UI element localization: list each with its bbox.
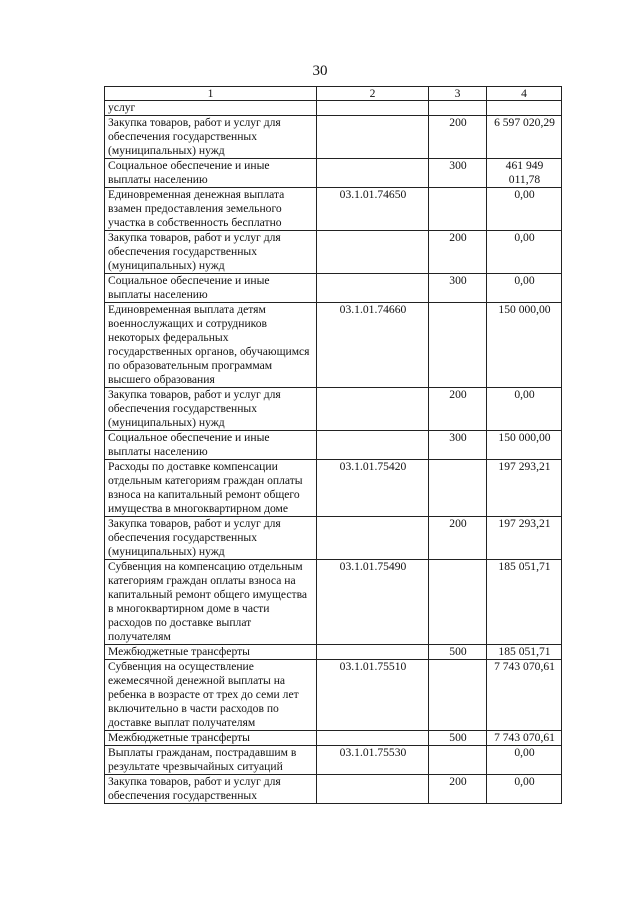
expense-name-cell: услуг (105, 101, 317, 116)
target-code-cell (317, 159, 429, 188)
expense-name-cell: Закупка товаров, работ и услуг для обеспечения государственных (муниципальных) нужд (105, 388, 317, 431)
table-row (105, 303, 562, 388)
amount-cell: 197 293,21 (487, 460, 562, 517)
amount-cell: 0,00 (487, 775, 562, 804)
column-header: 4 (487, 87, 562, 101)
table-row (105, 388, 562, 431)
amount-cell: 7 743 070,61 (487, 731, 562, 746)
expense-name-cell: Межбюджетные трансферты (105, 731, 317, 746)
table-row (105, 188, 562, 231)
table-row (105, 645, 562, 660)
expense-type-cell (429, 188, 487, 231)
expense-name-cell: Единовременная денежная выплата взамен предоставления земельного участка в собственность бесплатно (105, 188, 317, 231)
target-code-cell (317, 775, 429, 804)
expense-type-cell: 300 (429, 274, 487, 303)
expense-type-cell: 300 (429, 431, 487, 460)
table-row (105, 116, 562, 159)
expense-type-cell (429, 101, 487, 116)
expense-name-cell: Межбюджетные трансферты (105, 645, 317, 660)
expense-type-cell (429, 746, 487, 775)
amount-cell: 185 051,71 (487, 560, 562, 645)
target-code-cell: 03.1.01.75510 (317, 660, 429, 731)
amount-cell: 0,00 (487, 274, 562, 303)
page-number: 30 (312, 63, 328, 79)
target-code-cell (317, 731, 429, 746)
expense-type-cell: 500 (429, 731, 487, 746)
target-code-cell: 03.1.01.74650 (317, 188, 429, 231)
amount-cell: 461 949 011,78 (487, 159, 562, 188)
amount-cell: 0,00 (487, 388, 562, 431)
expense-type-cell (429, 460, 487, 517)
table-row (105, 231, 562, 274)
expense-name-cell: Расходы по доставке компенсации отдельным категориям граждан оплаты взноса на капитальный ремонт общего имущества в многоквартирном доме (105, 460, 317, 517)
target-code-cell (317, 116, 429, 159)
table-row (105, 775, 562, 804)
expense-type-cell: 200 (429, 517, 487, 560)
expense-type-cell: 200 (429, 116, 487, 159)
target-code-cell (317, 274, 429, 303)
table-row (105, 431, 562, 460)
expense-name-cell: Социальное обеспечение и иные выплаты населению (105, 159, 317, 188)
amount-cell: 0,00 (487, 188, 562, 231)
table-row (105, 159, 562, 188)
amount-cell: 0,00 (487, 746, 562, 775)
table-row (105, 274, 562, 303)
column-header: 1 (105, 87, 317, 101)
expense-name-cell: Социальное обеспечение и иные выплаты населению (105, 431, 317, 460)
expense-type-cell: 500 (429, 645, 487, 660)
budget-table (104, 86, 562, 804)
table-row (105, 560, 562, 645)
target-code-cell (317, 231, 429, 274)
table-row (105, 731, 562, 746)
target-code-cell (317, 431, 429, 460)
amount-cell: 6 597 020,29 (487, 116, 562, 159)
amount-cell: 0,00 (487, 231, 562, 274)
expense-name-cell: Субвенция на компенсацию отдельным категориям граждан оплаты взноса на капитальный ремонт общего имущества в многоквартирном доме в части расходов по доставке выплат получателям (105, 560, 317, 645)
expense-name-cell: Субвенция на осуществление ежемесячной денежной выплаты на ребенка в возрасте от трех до семи лет включительно в части расходов по доставке выплат получателям (105, 660, 317, 731)
table-row (105, 746, 562, 775)
table-row (105, 660, 562, 731)
expense-type-cell: 200 (429, 388, 487, 431)
expense-type-cell: 200 (429, 775, 487, 804)
expense-type-cell (429, 660, 487, 731)
target-code-cell (317, 388, 429, 431)
table-row (105, 460, 562, 517)
expense-type-cell: 200 (429, 231, 487, 274)
amount-cell (487, 101, 562, 116)
expense-type-cell (429, 303, 487, 388)
column-header: 3 (429, 87, 487, 101)
target-code-cell: 03.1.01.74660 (317, 303, 429, 388)
expense-name-cell: Социальное обеспечение и иные выплаты населению (105, 274, 317, 303)
amount-cell: 150 000,00 (487, 431, 562, 460)
expense-name-cell: Закупка товаров, работ и услуг для обеспечения государственных (муниципальных) нужд (105, 231, 317, 274)
target-code-cell: 03.1.01.75490 (317, 560, 429, 645)
table-row (105, 101, 562, 116)
amount-cell: 197 293,21 (487, 517, 562, 560)
expense-type-cell: 300 (429, 159, 487, 188)
amount-cell: 150 000,00 (487, 303, 562, 388)
column-header: 2 (317, 87, 429, 101)
table-row (105, 517, 562, 560)
amount-cell: 185 051,71 (487, 645, 562, 660)
amount-cell: 7 743 070,61 (487, 660, 562, 731)
target-code-cell (317, 645, 429, 660)
target-code-cell (317, 101, 429, 116)
expense-type-cell (429, 560, 487, 645)
expense-name-cell: Выплаты гражданам, пострадавшим в результате чрезвычайных ситуаций (105, 746, 317, 775)
expense-name-cell: Закупка товаров, работ и услуг для обеспечения государственных (муниципальных) нужд (105, 517, 317, 560)
target-code-cell (317, 517, 429, 560)
expense-name-cell: Единовременная выплата детям военнослужащих и сотрудников некоторых федеральных государственных органов, обучающимся по образовательным программам высшего образования (105, 303, 317, 388)
expense-name-cell: Закупка товаров, работ и услуг для обеспечения государственных (муниципальных) нужд (105, 116, 317, 159)
expense-name-cell: Закупка товаров, работ и услуг для обеспечения государственных (105, 775, 317, 804)
table-header-row (105, 87, 562, 101)
target-code-cell: 03.1.01.75530 (317, 746, 429, 775)
target-code-cell: 03.1.01.75420 (317, 460, 429, 517)
